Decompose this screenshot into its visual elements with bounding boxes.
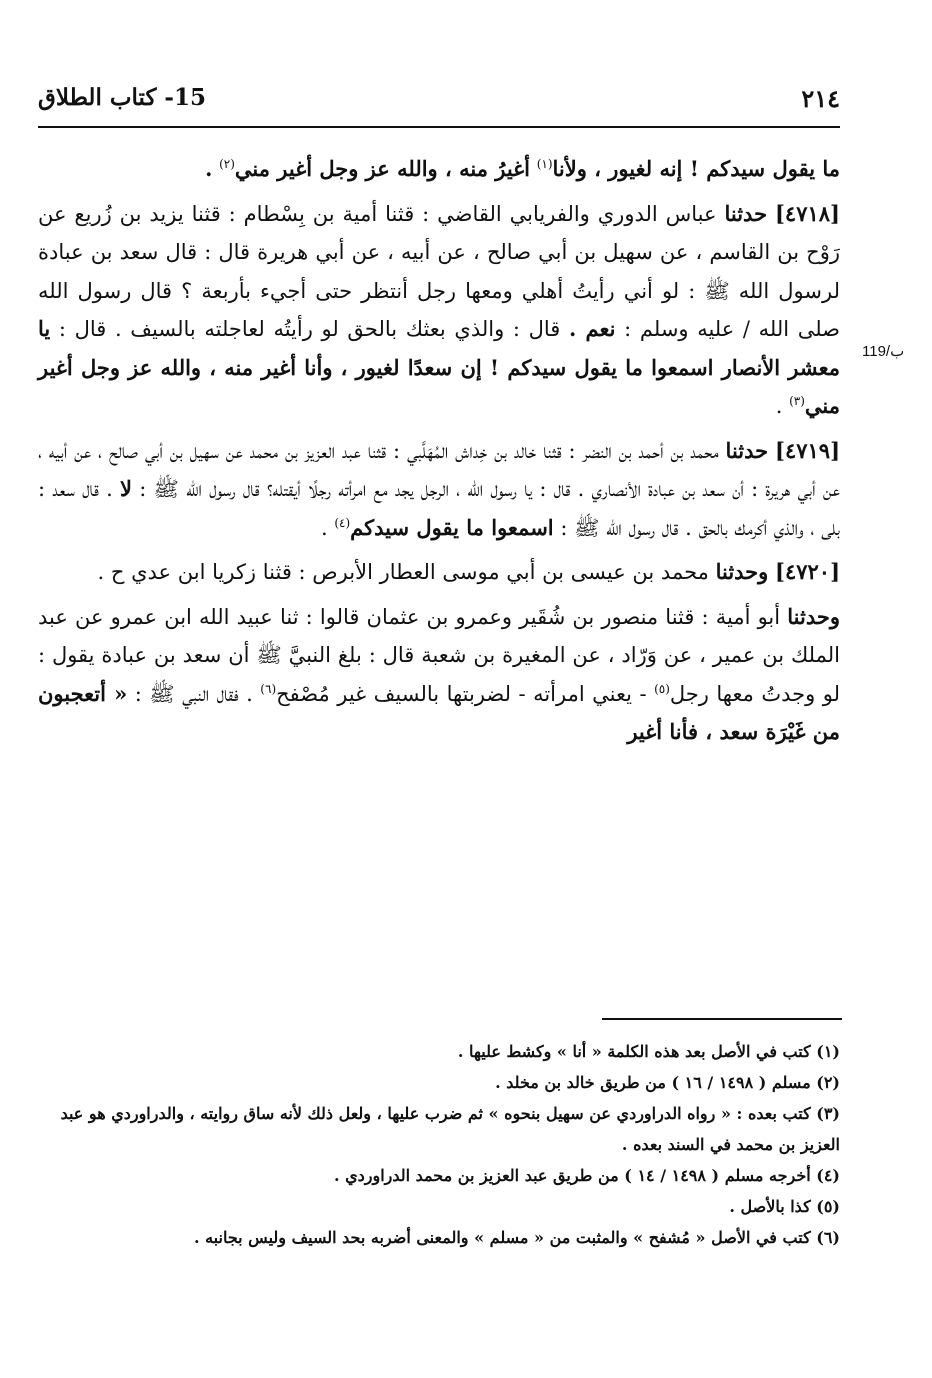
p1-text-b: أغيرُ منه ، والله عز وجل أغير مني [234, 156, 530, 181]
p4-lead: وحدثنا [715, 559, 769, 584]
p3-text-a: محمد بن أحمد بن النضر : قثنا خالد بن خِداش المُهَلَّبي : قثنا عبد العزيز بن محمد عن سهيل بن أبي صالح ، عن أبيه ، عن أبي هريرة : أن سعد بن عبادة الأنصاري . قال : يا رسول الله ، الرجل يجد مع امرأته رجلًا أيقتله؟ قال رسول الله ﷺ : [38, 438, 840, 501]
footnote-ref-2: (٢) [219, 157, 235, 171]
p2-text-a: عباس الدوري والفريابي القاضي : قثنا أمية بن بِسْطام : قثنا يزيد بن زُريع عن رَوْح بن القاسم ، عن سهيل بن أبي صالح ، عن أبيه ، عن أبي هريرة قال : قال سعد بن عبادة لرسول الله ﷺ : لو أني رأيتُ أهلي ومعها رجل أنتظر حتى أجيء بأربعة ؟ قال رسول الله صلى الله / عليه وسلم : [38, 201, 841, 341]
footnotes [38, 1036, 840, 1253]
hadith-number-4718: [٤٧١٨] [774, 200, 840, 226]
hadith-number-4719: [٤٧١٩] [775, 437, 841, 463]
footnote-ref-4: (٤) [334, 515, 351, 530]
p5-bold: « أتعجبون من غَيْرَة سعد ، فأنا أغير [38, 680, 840, 744]
p3-bold-b: اسمعوا ما يقول سيدكم [350, 514, 554, 540]
p5-lead: وحدثنا [787, 603, 840, 629]
footnote-6: (٦) كتب في الأصل « مُشفح » والمثبت من « مسلم » والمعنى أضربه بحد السيف وليس بجانبه . [193, 1228, 840, 1247]
p2-end: . [775, 394, 783, 418]
footnote-4: (٤) أخرجه مسلم ( ١٤٩٨ / ١٤ ) من طريق عبد العزيز بن محمد الدراوردي . [333, 1166, 840, 1185]
p2-bold-b: يا معشر الأنصار اسمعوا ما يقول سيدكم ! إن سعدًا لغيور ، وأنا أغير منه ، والله عز وجل أغير مني [38, 316, 840, 418]
paragraph-5 [38, 598, 840, 752]
p3-bold-a: لا [120, 476, 132, 501]
p1-text-c: . [205, 156, 213, 181]
footnote-ref-6: (٦) [260, 681, 277, 696]
p2-text-b: قال : والذي بعثك بالحق لو رأيتُه لعاجلته بالسيف . قال : [58, 317, 561, 341]
paragraph-1 [38, 150, 840, 189]
p3-end: . [320, 515, 328, 540]
footnote-ref-1: (١) [536, 157, 553, 171]
p5-text-c: . فقال النبي ﷺ : [134, 681, 253, 706]
p5-text-a: أبو أمية : قثنا منصور بن شُقَير وعمرو بن عثمان قالوا : ثنا عبيد الله ابن عمرو عن عبد الملك بن عمير ، عن وَرّاد ، عن المغيرة بن شعبة قال : بلغ النبيَّ ﷺ أن سعد بن عبادة يقول : لو وجدتُ معها رجل [38, 604, 840, 706]
footnote-3: (٣) كتب بعده : « رواه الدراوردي عن سهيل بنحوه » ثم ضرب عليها ، ولعل ذلك لأنه ساق روايته ، والدراوردي هو عبد العزيز بن محمد في السند بعده . [60, 1104, 840, 1154]
p4-text: محمد بن عيسى بن أبي موسى العطار الأبرص : قثنا زكريا ابن عدي ح . [97, 560, 709, 584]
page-number: ٢١٤ [801, 84, 840, 113]
footnote-rule [602, 1018, 842, 1020]
footnote-ref-3: (٣) [789, 394, 805, 408]
paragraph-4720 [38, 553, 840, 592]
footnote-ref-5: (٥) [654, 681, 670, 696]
p2-lead: حدثنا [724, 200, 768, 226]
footnote-1: (١) كتب في الأصل بعد هذه الكلمة « أنا » وكشط عليها . [457, 1042, 840, 1061]
p2-bold-a: نعم . [568, 316, 616, 341]
p3-lead: حدثنا [725, 437, 769, 463]
paragraph-4719 [38, 432, 840, 548]
footnote-2: (٢) مسلم ( ١٤٩٨ / ١٦ ) من طريق خالد بن مخلد . [495, 1073, 840, 1092]
header-rule [38, 126, 840, 128]
main-text [38, 150, 840, 758]
p3-text-b: . قال سعد : بلى ، والذي أكرمك بالحق . قال رسول الله ﷺ : [38, 477, 840, 540]
p5-text-b: - يعني امرأته - لضربتها بالسيف غير مُصْفح [276, 681, 647, 706]
book-title: 15- كتاب الطلاق [38, 84, 206, 111]
paragraph-4718 [38, 195, 840, 426]
footnote-5: (٥) كذا بالأصل . [729, 1197, 840, 1216]
hadith-number-4720: [٤٧٢٠] [775, 559, 840, 584]
page-header [38, 84, 840, 118]
p1-text-a: ما يقول سيدكم ! إنه لغيور ، ولأنا [552, 156, 840, 181]
margin-folio-note: 119/ب [862, 343, 905, 360]
